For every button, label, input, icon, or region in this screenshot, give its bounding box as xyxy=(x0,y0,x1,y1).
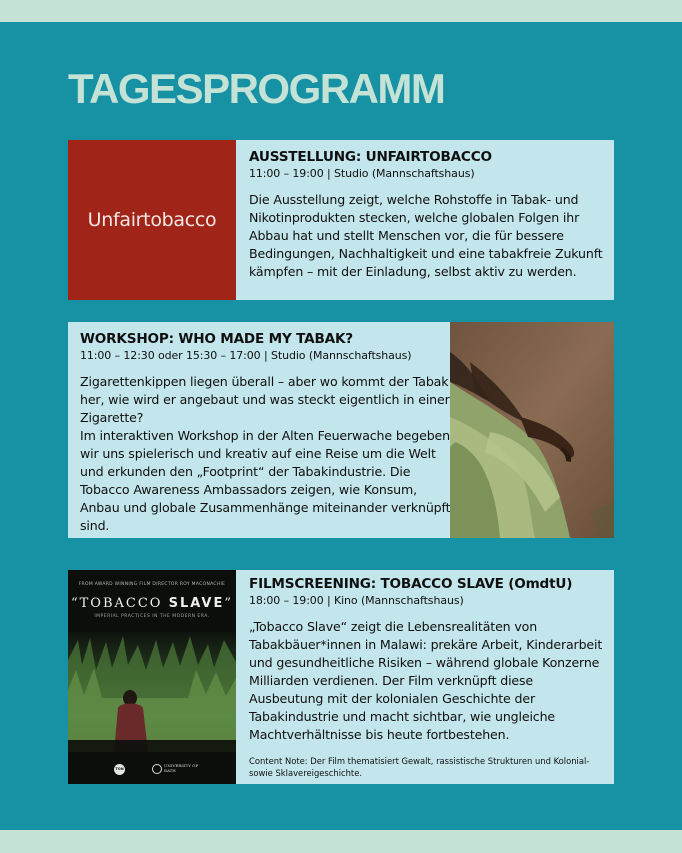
event-heading: WORKSHOP: WHO MADE MY TABAK? xyxy=(80,331,353,347)
event-description: „Tobacco Slave“ zeigt die Lebensrealitäten von Tabakbäuer*innen in Malawi: prekäre Arbeit, Kinderarbeit und gesundheitliche Risiken – während globale Konzerne Milliarden verdienen. Der Film verknüpft diese Ausbeutung mit der kolonialen Geschichte der Tabakindustrie und macht sichtbar, wie ungleiche Machtverhältnisse bis heute fortbestehen. xyxy=(249,619,603,742)
event-card-filmscreening xyxy=(68,570,614,784)
poster-director-line: FROM AWARD WINNING FILM DIRECTOR ROY MACONACHIE xyxy=(78,582,226,587)
event-description: Zigarettenkippen liegen überall – aber wo kommt der Tabak her, wie wird er angebaut und was steckt eigentlich in einer Zigarette? Im interaktiven Workshop in der Alten Feuerwache begeben wir uns spielerisch und kreativ auf eine Reise um die Welt und erkunden den „Footprint“ der Tabakindustrie. Die Tobacco Awareness Ambassadors zeigen, wie Konsum, Anbau und globale Zusammenhänge miteinander verknüpft sind. xyxy=(80,374,451,533)
event-card-exhibition xyxy=(68,140,614,300)
producer-logo: TON xyxy=(114,764,125,775)
event-heading: AUSSTELLUNG: UNFAIRTOBACCO xyxy=(249,149,492,165)
poster-title: “TOBACCO SLAVE” xyxy=(70,596,234,611)
event-card-workshop xyxy=(68,322,614,538)
film-poster xyxy=(68,570,236,784)
event-description: Die Ausstellung zeigt, welche Rohstoffe in Tabak- und Nikotinprodukten stecken, welche globalen Folgen ihr Abbau hat und stellt Menschen vor, die für bessere Bedingungen, Nachhaltigkeit und eine tabakfreie Zukunft kämpfen – mit der Einladung, selbst aktiv zu werden. xyxy=(249,192,603,279)
event-heading: FILMSCREENING: TOBACCO SLAVE (OmdtU) xyxy=(249,576,573,592)
poster-subtitle: IMPERIAL PRACTICES IN THE MODERN ERA. xyxy=(94,614,210,619)
event-meta: 18:00 – 19:00 | Kino (Mannschaftshaus) xyxy=(249,594,464,607)
university-logo-text: UNIVERSITY OF BATH xyxy=(164,763,199,773)
tobacco-leaves-photo xyxy=(450,322,614,538)
page-title: TAGESPROGRAMM xyxy=(68,65,445,112)
event-meta: 11:00 – 12:30 oder 15:30 – 17:00 | Studio (Mannschaftshaus) xyxy=(80,349,412,362)
event-meta: 11:00 – 19:00 | Studio (Mannschaftshaus) xyxy=(249,167,475,180)
workshop-text xyxy=(80,331,452,535)
film-text xyxy=(249,576,611,779)
university-crest-icon xyxy=(152,764,162,774)
content-note: Content Note: Der Film thematisiert Gewalt, rassistische Strukturen und Kolonial- sowie Sklavereigeschichte. xyxy=(249,756,590,778)
exhibition-image xyxy=(68,140,236,300)
exhibition-image-label: Unfairtobacco xyxy=(87,209,217,231)
exhibition-text xyxy=(249,149,609,281)
